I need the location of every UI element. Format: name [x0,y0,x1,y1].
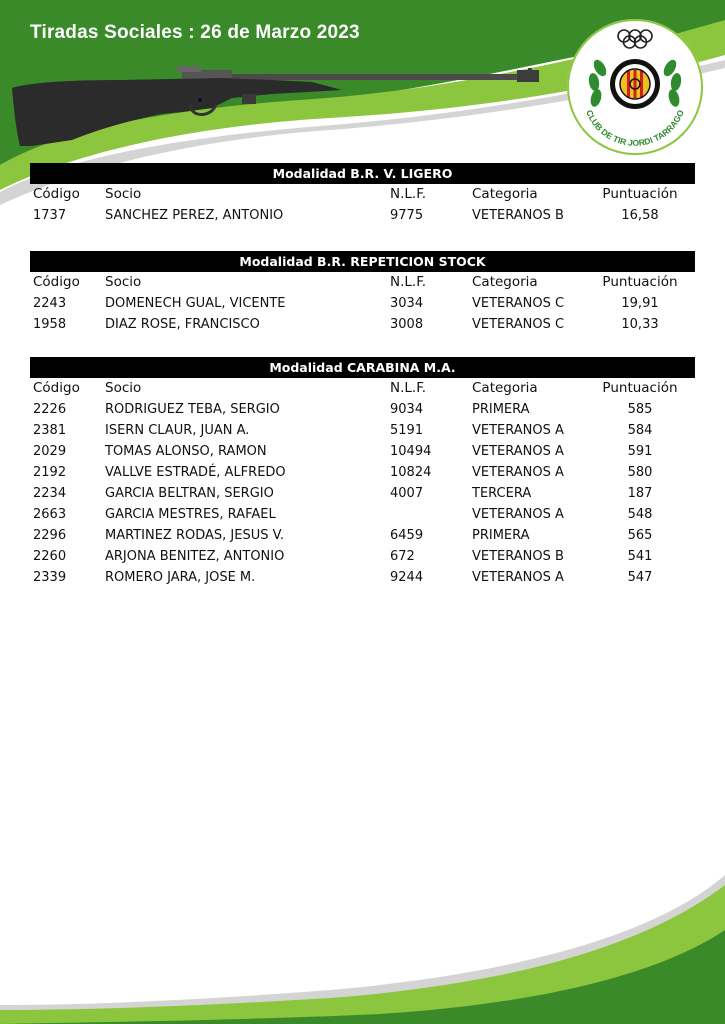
cell-categoria: VETERANOS A [472,423,564,438]
table-row [30,504,695,525]
page-title: Tiradas Sociales : 26 de Marzo 2023 [30,22,360,43]
cell-nlf: 9244 [390,570,424,585]
col-nlf: N.L.F. [390,186,427,202]
cell-nlf: 4007 [390,486,424,501]
table-row [30,314,695,335]
cell-puntuacion: 548 [627,507,653,522]
cell-puntuacion: 565 [627,528,653,543]
cell-socio: GARCIA BELTRAN, SERGIO [105,486,274,501]
cell-categoria: PRIMERA [472,402,530,417]
cell-nlf: 672 [390,549,415,564]
col-code: Código [33,380,80,396]
cell-code: 2260 [33,549,67,564]
col-categoria: Categoria [472,380,538,396]
cell-categoria: VETERANOS A [472,465,564,480]
cell-nlf [390,504,472,525]
cell-socio: SANCHEZ PEREZ, ANTONIO [105,208,284,223]
cell-puntuacion: 16,58 [621,208,659,223]
table-row [30,399,695,420]
table-row [30,483,695,504]
section-heading: Modalidad CARABINA M.A. [30,357,695,378]
table-row [30,205,695,226]
cell-code: 1737 [33,208,67,223]
cell-nlf: 10824 [390,465,432,480]
table-header [30,184,695,205]
table-row [30,293,695,314]
rifle-image [12,60,542,150]
cell-nlf: 10494 [390,444,432,459]
cell-socio: ARJONA BENITEZ, ANTONIO [105,549,285,564]
section-br-v-ligero [30,163,695,226]
club-logo [566,18,704,156]
cell-puntuacion: 19,91 [621,296,659,311]
cell-socio: ISERN CLAUR, JUAN A. [105,423,250,438]
cell-code: 2192 [33,465,67,480]
cell-nlf: 9775 [390,208,424,223]
cell-categoria: VETERANOS C [472,296,565,311]
cell-categoria: VETERANOS A [472,507,564,522]
col-socio: Socio [105,380,142,396]
cell-puntuacion: 580 [627,465,653,480]
table-row [30,525,695,546]
cell-code: 2029 [33,444,67,459]
cell-categoria: VETERANOS A [472,444,564,459]
cell-socio: RODRIGUEZ TEBA, SERGIO [105,402,280,417]
table-header [30,272,695,293]
section-heading: Modalidad B.R. REPETICION STOCK [30,251,695,272]
cell-nlf: 3008 [390,317,424,332]
cell-puntuacion: 10,33 [621,317,659,332]
section-carabina-ma [30,357,695,588]
col-categoria: Categoria [472,274,538,290]
col-nlf: N.L.F. [390,380,427,396]
cell-puntuacion: 547 [627,570,653,585]
col-socio: Socio [105,186,142,202]
table-row [30,462,695,483]
cell-code: 1958 [33,317,67,332]
col-puntuacion: Puntuación [602,274,678,290]
cell-nlf: 3034 [390,296,424,311]
table-row [30,546,695,567]
cell-puntuacion: 541 [627,549,653,564]
cell-categoria: VETERANOS B [472,549,564,564]
target-icon [610,59,660,109]
section-heading: Modalidad B.R. V. LIGERO [30,163,695,184]
cell-code: 2296 [33,528,67,543]
cell-code: 2243 [33,296,67,311]
cell-categoria: VETERANOS C [472,317,565,332]
cell-puntuacion: 187 [627,486,653,501]
cell-socio: GARCIA MESTRES, RAFAEL [105,507,276,522]
cell-nlf: 6459 [390,528,424,543]
cell-socio: TOMAS ALONSO, RAMON [105,444,267,459]
cell-code: 2226 [33,402,67,417]
cell-code: 2663 [33,507,67,522]
col-socio: Socio [105,274,142,290]
table-row [30,420,695,441]
cell-socio: DOMENECH GUAL, VICENTE [105,296,286,311]
cell-puntuacion: 585 [627,402,653,417]
cell-socio: VALLVE ESTRADÉ, ALFREDO [105,465,286,480]
col-code: Código [33,186,80,202]
col-puntuacion: Puntuación [602,380,678,396]
cell-categoria: VETERANOS B [472,208,564,223]
col-categoria: Categoria [472,186,538,202]
logo-text: CLUB DE TIR JORDI TARRAGO [584,108,686,148]
cell-code: 2381 [33,423,67,438]
cell-nlf: 5191 [390,423,424,438]
section-br-repeticion-stock [30,251,695,335]
cell-socio: DIAZ ROSE, FRANCISCO [105,317,260,332]
table-row [30,567,695,588]
cell-categoria: TERCERA [472,486,532,501]
cell-categoria: VETERANOS A [472,570,564,585]
col-nlf: N.L.F. [390,274,427,290]
cell-puntuacion: 584 [627,423,653,438]
cell-nlf: 9034 [390,402,424,417]
table-row [30,441,695,462]
cell-categoria: PRIMERA [472,528,530,543]
cell-code: 2234 [33,486,67,501]
cell-socio: ROMERO JARA, JOSE M. [105,570,256,585]
table-header [30,378,695,399]
col-code: Código [33,274,80,290]
col-puntuacion: Puntuación [602,186,678,202]
cell-code: 2339 [33,570,67,585]
cell-puntuacion: 591 [627,444,653,459]
cell-socio: MARTINEZ RODAS, JESUS V. [105,528,284,543]
